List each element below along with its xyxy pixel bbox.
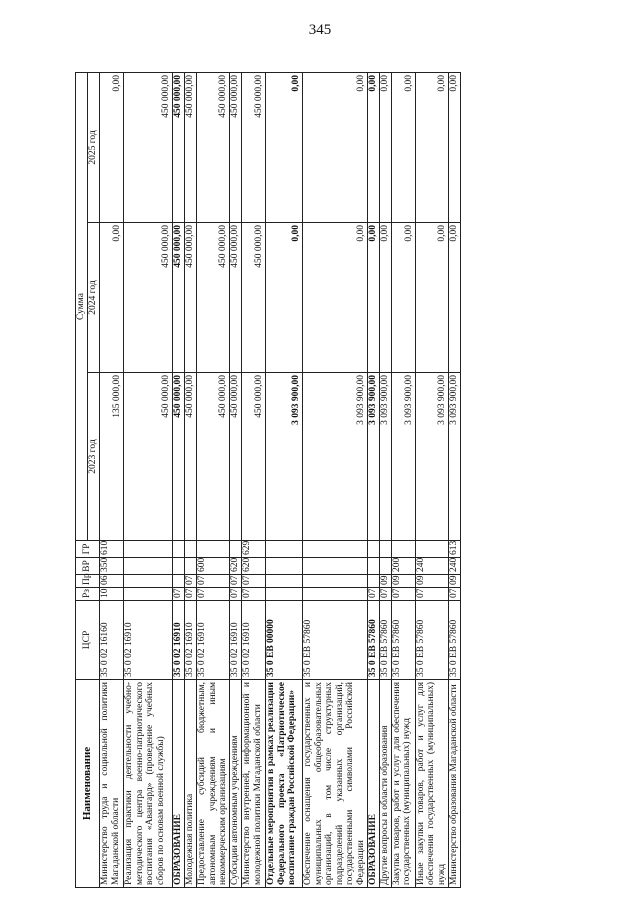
row-sum-2025: 450 000,00 [229,72,241,222]
row-name: ОБРАЗОВАНИЕ [173,680,185,888]
row-sum-2024: 450 000,00 [229,223,241,373]
table-row [229,72,241,887]
table-row [124,72,173,887]
row-vr: 240 [448,558,460,575]
row-vr [379,558,391,575]
row-pr [367,575,379,588]
row-vr: 240 [415,558,448,575]
row-rz [265,588,302,601]
table-row [197,72,230,887]
row-name: Министерство труда и социальной политики Магаданской области [100,680,124,888]
row-sum-2025: 0,00 [100,72,124,222]
row-gr: 629 [241,541,265,558]
row-pr: 09 [448,575,460,588]
table-row [367,72,379,887]
row-csr: 35 0 EB 00000 [265,601,302,680]
row-name: Молодежная политика [185,680,197,888]
row-vr [173,558,185,575]
header-2023: 2023 год [88,373,100,541]
row-vr [185,558,197,575]
row-csr: 35 0 EB 57860 [415,601,448,680]
table-body [100,72,461,887]
row-rz: 07 [391,588,415,601]
row-sum-2024: 450 000,00 [241,223,265,373]
row-sum-2024: 0,00 [448,223,460,373]
row-sum-2024: 450 000,00 [124,223,173,373]
row-pr [302,575,367,588]
table-row [415,72,448,887]
row-rz: 07 [367,588,379,601]
row-csr: 35 0 EB 57860 [302,601,367,680]
row-sum-2025: 0,00 [302,72,367,222]
row-name: Другие вопросы в области образования [379,680,391,888]
table-row [448,72,460,887]
table-row [241,72,265,887]
rotated-table-wrapper [75,73,545,888]
row-vr: 620 [241,558,265,575]
row-sum-2023: 3 093 900,00 [391,373,415,541]
row-sum-2024: 0,00 [367,223,379,373]
table-row [173,72,185,887]
row-pr: 07 [197,575,230,588]
row-sum-2023: 450 000,00 [197,373,230,541]
row-sum-2025: 0,00 [265,72,302,222]
row-gr [229,541,241,558]
row-csr: 35 0 02 16910 [241,601,265,680]
row-vr [367,558,379,575]
header-vr: ВР [76,558,100,575]
row-name: Обеспечение оснащения государственных и муниципальных общеобразовательных организаций, в том числе структурных подразделений указанных организаций, государственными символами Российской Федерации [302,680,367,888]
row-rz: 07 [241,588,265,601]
row-gr [265,541,302,558]
row-gr [302,541,367,558]
row-sum-2025: 0,00 [379,72,391,222]
row-sum-2023: 3 093 900,00 [379,373,391,541]
table-row [391,72,415,887]
row-rz: 07 [448,588,460,601]
row-rz: 07 [173,588,185,601]
row-name: Закупка товаров, работ и услуг для обеспечения государственных (муниципальных) нужд [391,680,415,888]
table-row [379,72,391,887]
row-sum-2023: 450 000,00 [185,373,197,541]
row-sum-2024: 0,00 [302,223,367,373]
header-name: Наименование [76,680,100,888]
table-row [185,72,197,887]
header-csr: ЦСР [76,601,100,680]
table-row [265,72,302,887]
row-name: Министерство внутренней, информационной и молодежной политики Магаданской области [241,680,265,888]
row-vr: 600 [197,558,230,575]
row-rz: 07 [415,588,448,601]
row-pr [265,575,302,588]
row-sum-2023: 3 093 900,00 [265,373,302,541]
row-sum-2024: 450 000,00 [173,223,185,373]
row-csr: 35 0 EB 57860 [448,601,460,680]
header-sum: Сумма [76,72,88,540]
row-gr [124,541,173,558]
row-name: Министерство образования Магаданской области [448,680,460,888]
row-csr: 35 0 EB 57860 [379,601,391,680]
row-pr: 09 [391,575,415,588]
header-rz: Рз [76,588,100,601]
row-pr: 07 [229,575,241,588]
row-gr [367,541,379,558]
row-gr [173,541,185,558]
row-sum-2023: 3 093 900,00 [448,373,460,541]
row-name: Субсидии автономным учреждениям [229,680,241,888]
row-gr [185,541,197,558]
table-row [100,72,124,887]
row-sum-2023: 450 000,00 [173,373,185,541]
table-row [302,72,367,887]
row-pr: 07 [241,575,265,588]
row-rz: 10 [100,588,124,601]
row-sum-2025: 0,00 [367,72,379,222]
row-csr: 35 0 02 16910 [229,601,241,680]
row-rz: 07 [185,588,197,601]
row-gr [391,541,415,558]
row-sum-2024: 0,00 [391,223,415,373]
row-rz [302,588,367,601]
row-gr [379,541,391,558]
row-rz: 07 [379,588,391,601]
header-2025: 2025 год [88,72,100,222]
header-2024: 2024 год [88,223,100,373]
row-pr: 09 [415,575,448,588]
row-sum-2025: 0,00 [448,72,460,222]
row-name: Предоставление субсидий бюджетным, автономным учреждениям и иным некоммерческим организациям [197,680,230,888]
row-name: Реализация практики деятельности учебно-методического центра военно-патриотического воспитания «Авангард» (проведение учебных сборов по основам военной службы) [124,680,173,888]
row-sum-2025: 450 000,00 [197,72,230,222]
row-vr [265,558,302,575]
row-gr: 613 [448,541,460,558]
budget-table [75,72,461,888]
row-rz [124,588,173,601]
row-name: Отдельные мероприятия в рамках реализации Федерального проекта «Патриотическое воспитание граждан Российской Федерации» [265,680,302,888]
row-csr: 35 0 02 16160 [100,601,124,680]
row-gr [197,541,230,558]
row-rz: 07 [229,588,241,601]
row-sum-2025: 450 000,00 [241,72,265,222]
row-sum-2023: 3 093 900,00 [415,373,448,541]
row-pr: 09 [379,575,391,588]
row-rz: 07 [197,588,230,601]
row-sum-2024: 450 000,00 [197,223,230,373]
row-sum-2023: 3 093 900,00 [302,373,367,541]
row-sum-2025: 450 000,00 [185,72,197,222]
row-pr: 06 [100,575,124,588]
row-csr: 35 0 02 16910 [185,601,197,680]
row-sum-2025: 450 000,00 [124,72,173,222]
row-name: ОБРАЗОВАНИЕ [367,680,379,888]
row-csr: 35 0 EB 57860 [391,601,415,680]
row-sum-2023: 450 000,00 [124,373,173,541]
row-csr: 35 0 02 16910 [197,601,230,680]
row-gr: 610 [100,541,124,558]
row-sum-2023: 3 093 900,00 [367,373,379,541]
row-csr: 35 0 02 16910 [124,601,173,680]
row-sum-2024: 450 000,00 [185,223,197,373]
row-sum-2024: 0,00 [265,223,302,373]
row-sum-2025: 0,00 [415,72,448,222]
row-pr [124,575,173,588]
row-vr: 200 [391,558,415,575]
header-gr: ГР [76,541,100,558]
header-pr: Пр [76,575,100,588]
row-sum-2024: 0,00 [100,223,124,373]
row-sum-2023: 450 000,00 [229,373,241,541]
row-gr [415,541,448,558]
row-csr: 35 0 EB 57860 [367,601,379,680]
row-sum-2023: 135 000,00 [100,373,124,541]
row-pr: 07 [185,575,197,588]
row-pr [173,575,185,588]
page-number: 345 [308,22,332,38]
row-sum-2025: 0,00 [391,72,415,222]
row-vr: 350 [100,558,124,575]
row-vr [124,558,173,575]
row-sum-2025: 450 000,00 [173,72,185,222]
row-sum-2023: 450 000,00 [241,373,265,541]
row-csr: 35 0 02 16910 [173,601,185,680]
row-name: Иные закупки товаров, работ и услуг для обеспечения государственных (муниципальных) нужд [415,680,448,888]
row-vr [302,558,367,575]
row-vr: 620 [229,558,241,575]
row-sum-2024: 0,00 [415,223,448,373]
row-sum-2024: 0,00 [379,223,391,373]
